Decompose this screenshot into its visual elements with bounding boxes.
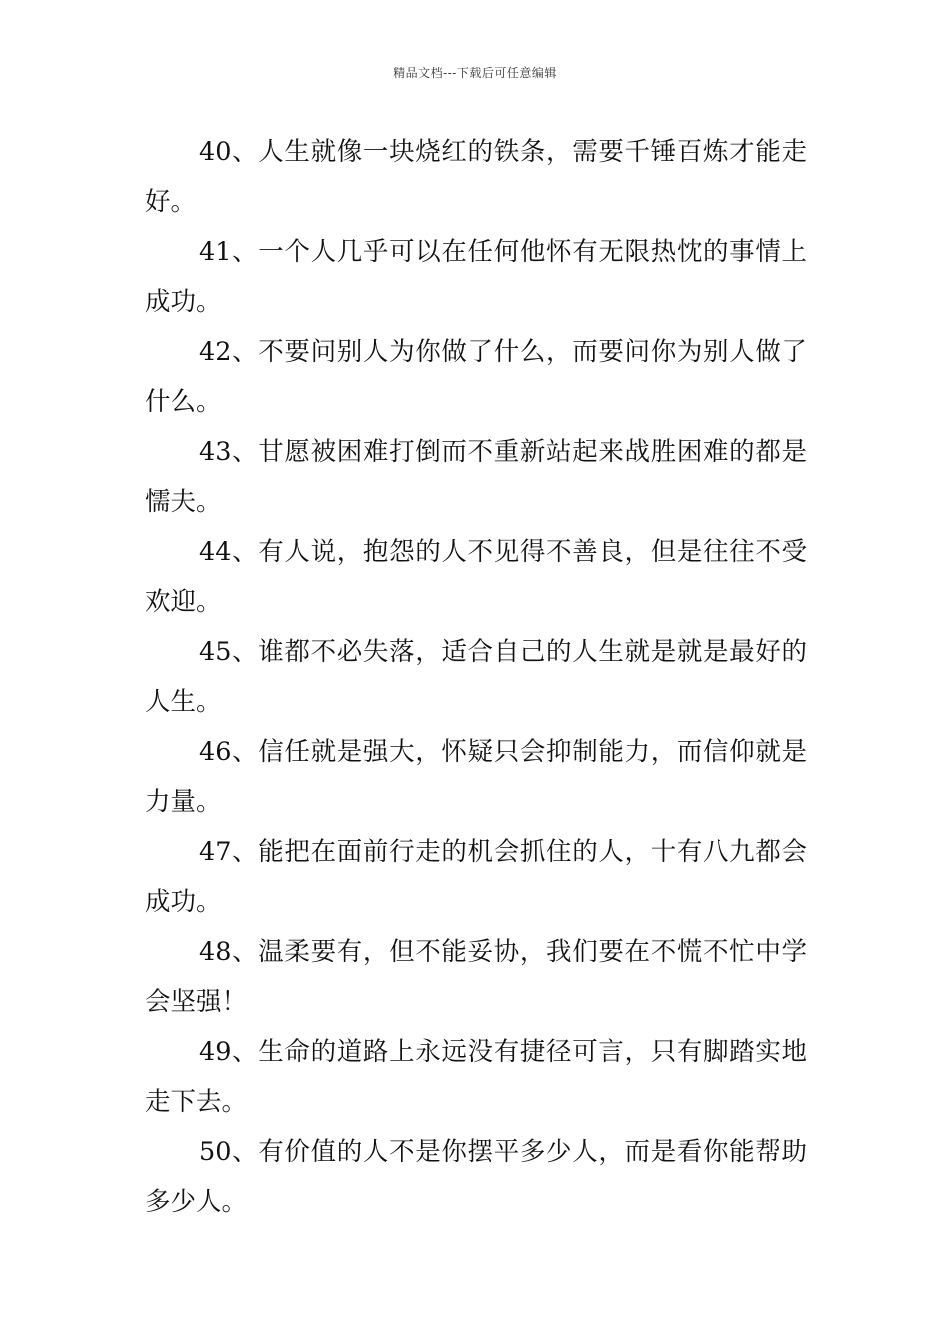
list-item: 42、不要问别人为你做了什么，而要问你为别人做了什么。 <box>145 337 807 417</box>
list-item: 44、有人说，抱怨的人不见得不善良，但是往往不受欢迎。 <box>145 537 807 617</box>
list-item: 40、人生就像一块烧红的铁条，需要千锤百炼才能走好。 <box>145 137 807 217</box>
list-item: 49、生命的道路上永远没有捷径可言，只有脚踏实地走下去。 <box>145 1037 807 1117</box>
page-header: 精品文档---下载后可任意编辑 <box>393 66 557 80</box>
list-item: 50、有价值的人不是你摆平多少人，而是看你能帮助多少人。 <box>145 1137 807 1217</box>
list-item: 47、能把在面前行走的机会抓住的人，十有八九都会成功。 <box>145 837 807 917</box>
list-item: 41、一个人几乎可以在任何他怀有无限热忱的事情上成功。 <box>145 237 807 317</box>
list-item: 46、信任就是强大，怀疑只会抑制能力，而信仰就是力量。 <box>145 737 807 817</box>
list-item: 43、甘愿被困难打倒而不重新站起来战胜困难的都是懦夫。 <box>145 437 807 517</box>
document-body <box>145 127 807 1227</box>
list-item: 48、温柔要有，但不能妥协，我们要在不慌不忙中学会坚强！ <box>145 937 807 1017</box>
list-item: 45、谁都不必失落，适合自己的人生就是就是最好的人生。 <box>145 637 807 717</box>
